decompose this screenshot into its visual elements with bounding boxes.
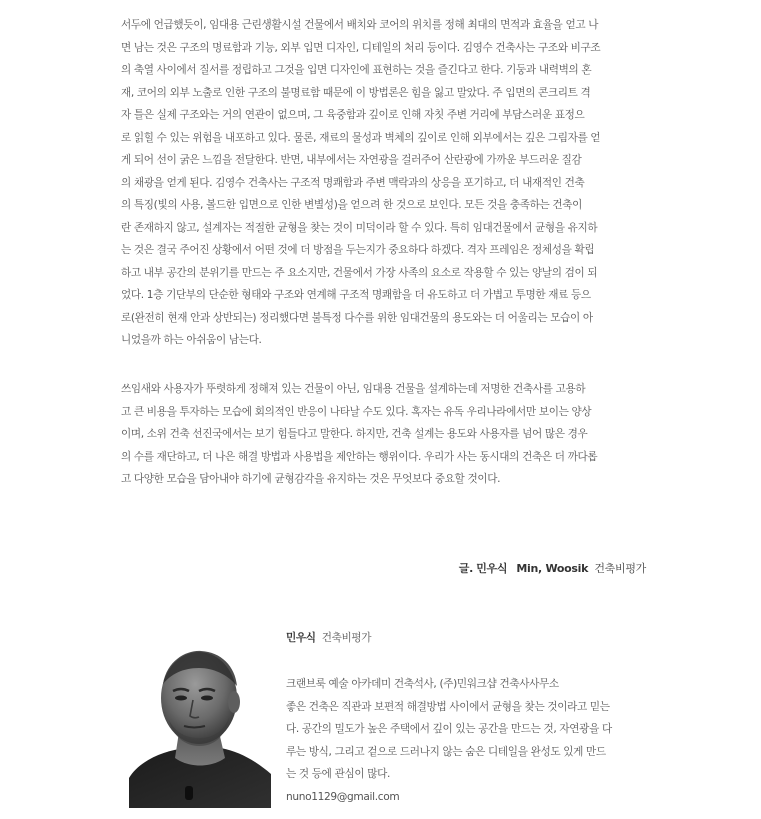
bio-author-name: 민우식 xyxy=(286,632,316,644)
bio-line: 는 것 등에 관심이 많다. xyxy=(286,768,391,780)
author-credit xyxy=(459,560,646,578)
bio-description xyxy=(286,673,656,808)
text-line: 란 존재하지 않고, 설계자는 적절한 균형을 찾는 것이 미덕이라 할 수 있다. 특히 임대건물에서 균형을 유지하 xyxy=(121,221,598,234)
bio-author-role: 건축비평가 xyxy=(321,632,372,644)
author-bio xyxy=(286,628,656,808)
text-line: 자 틀은 실제 구조와는 거의 연관이 없으며, 그 육중함과 깊이로 인해 자칫 주변 거리에 부담스러운 표정으 xyxy=(121,109,585,121)
author-portrait xyxy=(129,646,271,808)
text-line: 로 읽힐 수 있는 위험을 내포하고 있다. 물론, 재료의 물성과 벽체의 깊이로 인해 외부에서는 깊은 그림자를 얻 xyxy=(121,131,601,144)
bio-line: 다. 공간의 밀도가 높은 주택에서 깊이 있는 공간을 만드는 것, 자연광을 다 xyxy=(286,723,612,735)
text-line: 니었을까 하는 아쉬움이 남는다. xyxy=(121,334,262,346)
article-paragraph-2 xyxy=(121,378,646,491)
text-line: 고 큰 비용을 투자하는 모습에 회의적인 반응이 나타날 수도 있다. 혹자는 유독 우리나라에서만 보이는 양상 xyxy=(121,405,592,418)
bio-line: 크랜브룩 예술 아카데미 건축석사, (주)민워크샵 건축사사무소 xyxy=(286,678,559,690)
text-line: 하고 내부 공간의 분위기를 만드는 주 요소지만, 건물에서 가장 사족의 요소로 작용할 수 있는 양날의 검이 되 xyxy=(121,266,598,279)
credit-author-name: 민우식 xyxy=(476,562,508,575)
bio-heading xyxy=(286,628,656,648)
text-line: 의 축열 사이에서 질서를 정립하고 그것을 입면 디자인에 표현하는 것을 즐긴다고 한다. 기둥과 내력벽의 혼 xyxy=(121,64,592,76)
bio-email: nuno1129@gmail.com xyxy=(286,790,400,803)
article-paragraph-1 xyxy=(121,14,646,352)
text-line: 쓰임새와 사용자가 뚜렷하게 정해져 있는 건물이 아닌, 임대용 건물을 설계하는데 저명한 건축사를 고용하 xyxy=(121,383,586,395)
text-line: 이며, 소위 건축 선진국에서는 보기 힘들다고 말한다. 하지만, 건축 설계는 용도와 사용자를 넘어 많은 경우 xyxy=(121,428,588,440)
text-line: 로(완전히 현재 안과 상반되는) 정리했다면 불특정 다수를 위한 임대건물의 용도와는 더 어울리는 모습이 아 xyxy=(121,311,593,324)
text-line: 서두에 언급했듯이, 임대용 근린생활시설 건물에서 배치와 코어의 위치를 정해 최대의 면적과 효율을 얻고 나 xyxy=(121,19,599,31)
text-line: 었다. 1층 기단부의 단순한 형태와 구조와 연계해 구조적 명쾌함을 더 유도하고 더 가볍고 투명한 재료 등으 xyxy=(121,289,591,301)
credit-author-role: 건축비평가 xyxy=(594,562,646,575)
article-body-2 xyxy=(121,378,646,491)
text-line: 재, 코어의 외부 노출로 인한 구조의 불명료함 때문에 이 방법론은 힘을 잃고 말았다. 주 입면의 콘크리트 격 xyxy=(121,86,591,99)
text-line: 게 되어 선이 굵은 느낌을 전달한다. 반면, 내부에서는 자연광을 걸러주어 산란광에 가까운 부드러운 질감 xyxy=(121,154,582,166)
article-body xyxy=(121,14,646,352)
text-line: 고 다양한 모습을 담아내야 하기에 균형감각을 유지하는 것은 무엇보다 중요할 것이다. xyxy=(121,473,501,485)
bio-line: 루는 방식, 그리고 겉으로 드러나지 않는 숨은 디테일을 완성도 있게 만드 xyxy=(286,745,606,758)
text-line: 의 수를 재단하고, 더 나은 해결 방법과 사용법을 제안하는 행위이다. 우리가 사는 동시대의 건축은 더 까다롭 xyxy=(121,450,598,463)
text-line: 의 특징(빛의 사용, 볼드한 입면으로 인한 변별성)을 얻으려 한 것으로 보인다. 모든 것을 충족하는 건축이 xyxy=(121,199,583,211)
text-line: 의 채광을 얻게 된다. 김영수 건축사는 구조적 명쾌함과 주변 맥락과의 상응을 포기하고, 더 내재적인 건축 xyxy=(121,176,585,189)
credit-author-name-english: Min, Woosik xyxy=(516,562,589,575)
bio-line: 좋은 건축은 직관과 보편적 해결방법 사이에서 균형을 찾는 것이라고 믿는 xyxy=(286,700,610,713)
text-line: 는 것은 결국 주어진 상황에서 어떤 것에 더 방점을 두는지가 중요하다 하겠다. 격자 프레임은 정체성을 확립 xyxy=(121,244,595,256)
text-line: 면 남는 것은 구조의 명료함과 기능, 외부 입면 디자인, 디테일의 처리 등이다. 김영수 건축사는 구조와 비구조 xyxy=(121,41,601,54)
author-portrait-photo-icon xyxy=(129,646,271,808)
credit-label: 글. xyxy=(458,562,474,575)
